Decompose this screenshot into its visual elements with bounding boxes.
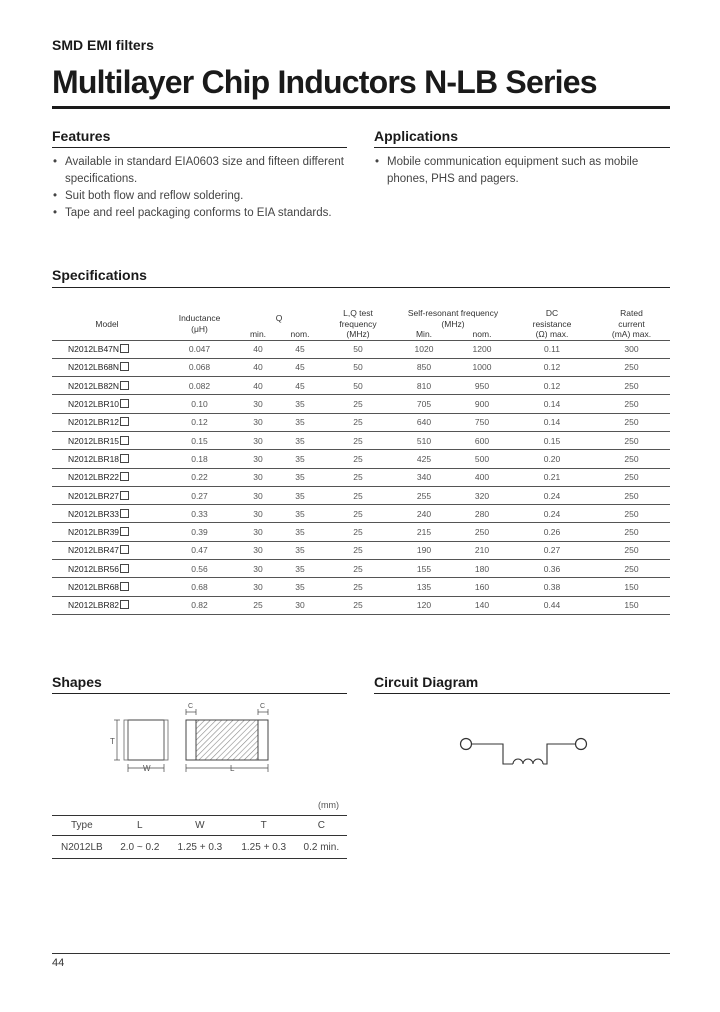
dims-header-cell: W (168, 816, 232, 836)
table-cell: 30 (237, 431, 279, 449)
suffix-box-icon (120, 362, 129, 371)
table-cell: 0.82 (162, 596, 237, 614)
side-view-terminal (164, 720, 168, 760)
table-row (52, 541, 670, 559)
col-rated-cur: current (618, 318, 645, 329)
label-l: L (230, 764, 235, 773)
label-c-left: C (188, 703, 194, 710)
table-row (52, 340, 670, 358)
table-cell: 215 (395, 523, 453, 541)
table-cell: 250 (593, 395, 670, 413)
table-cell: 30 (237, 468, 279, 486)
table-cell: 250 (593, 505, 670, 523)
terminal-left-icon (461, 739, 472, 750)
suffix-box-icon (120, 381, 129, 390)
model-cell: N2012LBR82 (52, 596, 162, 614)
specifications-table (52, 308, 670, 615)
table-cell: 0.33 (162, 505, 237, 523)
table-cell: 950 (453, 377, 511, 395)
table-cell: 40 (237, 377, 279, 395)
suffix-box-icon (120, 545, 129, 554)
table-cell: 500 (453, 450, 511, 468)
table-cell: 30 (237, 560, 279, 578)
model-cell: N2012LB82N (52, 377, 162, 395)
table-cell: 0.10 (162, 395, 237, 413)
table-cell: 30 (237, 523, 279, 541)
dimension-unit: (mm) (318, 800, 339, 810)
suffix-box-icon (120, 491, 129, 500)
shapes-heading: Shapes (52, 674, 102, 690)
model-cell: N2012LBR39 (52, 523, 162, 541)
table-cell: 35 (279, 395, 321, 413)
table-row (52, 560, 670, 578)
table-cell: 25 (321, 560, 395, 578)
table-cell: 0.39 (162, 523, 237, 541)
features-list (52, 154, 357, 222)
table-cell: 280 (453, 505, 511, 523)
model-cell: N2012LBR56 (52, 560, 162, 578)
side-view-outline (128, 720, 164, 760)
table-cell: 0.26 (511, 523, 593, 541)
col-lq-unit: (MHz) (346, 329, 370, 339)
suffix-box-icon (120, 509, 129, 518)
circuit-diagram (455, 733, 595, 778)
table-cell: 120 (395, 596, 453, 614)
table-cell: 0.24 (511, 486, 593, 504)
label-w: W (143, 764, 151, 773)
table-cell: 0.47 (162, 541, 237, 559)
table-cell: 150 (593, 578, 670, 596)
table-cell: 0.068 (162, 358, 237, 376)
table-cell: 0.38 (511, 578, 593, 596)
model-cell: N2012LBR18 (52, 450, 162, 468)
table-cell: 320 (453, 486, 511, 504)
table-cell: 35 (279, 431, 321, 449)
application-item: • Mobile communication equipment such as mobile phones, PHS and pagers. (374, 154, 674, 188)
table-cell: 40 (237, 340, 279, 358)
table-row (52, 578, 670, 596)
table-cell: 240 (395, 505, 453, 523)
table-cell: 25 (321, 578, 395, 596)
page-number: 44 (52, 957, 65, 969)
suffix-box-icon (120, 436, 129, 445)
table-cell: 0.20 (511, 450, 593, 468)
table-cell: 600 (453, 431, 511, 449)
footer-rule (52, 953, 670, 954)
col-srf-unit: (MHz) (441, 318, 465, 329)
table-cell: 250 (593, 486, 670, 504)
table-cell: 35 (279, 486, 321, 504)
table-cell: 30 (237, 541, 279, 559)
table-cell: 640 (395, 413, 453, 431)
table-row (52, 413, 670, 431)
table-cell: 340 (395, 468, 453, 486)
table-cell: 0.27 (162, 486, 237, 504)
feature-item: • Tape and reel packaging conforms to EIA standards. (52, 205, 357, 222)
dims-cell: 1.25 + 0.3 (168, 836, 232, 859)
feature-item: • Suit both flow and reflow soldering. (52, 188, 357, 205)
label-c-right: C (260, 703, 266, 710)
table-cell: 0.15 (511, 431, 593, 449)
col-dc: DC (545, 308, 559, 318)
table-cell: 0.21 (511, 468, 593, 486)
label-t: T (110, 737, 115, 746)
suffix-box-icon (120, 527, 129, 536)
table-cell: 400 (453, 468, 511, 486)
table-cell: 50 (321, 340, 395, 358)
table-cell: 1000 (453, 358, 511, 376)
table-cell: 30 (237, 486, 279, 504)
page-title: Multilayer Chip Inductors N-LB Series (52, 64, 597, 100)
table-cell: 0.12 (511, 377, 593, 395)
model-cell: N2012LBR22 (52, 468, 162, 486)
table-cell: 250 (593, 541, 670, 559)
dims-cell: N2012LB (52, 836, 112, 859)
table-cell: 25 (321, 413, 395, 431)
table-cell: 25 (321, 486, 395, 504)
table-cell: 30 (279, 596, 321, 614)
col-srf-nom: nom. (472, 329, 492, 339)
col-lq-freq: frequency (339, 318, 377, 329)
table-cell: 810 (395, 377, 453, 395)
table-row (52, 523, 670, 541)
table-cell: 35 (279, 578, 321, 596)
table-cell: 255 (395, 486, 453, 504)
feature-item: • Available in standard EIA0603 size and fifteen different specifications. (52, 154, 357, 188)
col-rated: Rated (620, 308, 643, 318)
table-cell: 45 (279, 340, 321, 358)
table-cell: 140 (453, 596, 511, 614)
dims-header-cell: C (296, 816, 347, 836)
table-row (52, 431, 670, 449)
table-cell: 850 (395, 358, 453, 376)
table-cell: 425 (395, 450, 453, 468)
table-cell: 0.082 (162, 377, 237, 395)
col-q-nom: nom. (290, 329, 310, 339)
table-cell: 705 (395, 395, 453, 413)
table-row (52, 377, 670, 395)
col-q-min: min. (249, 329, 267, 339)
dims-header-cell: Type (52, 816, 112, 836)
applications-list (374, 154, 674, 188)
table-cell: 0.12 (162, 413, 237, 431)
table-cell: 0.14 (511, 395, 593, 413)
table-cell: 250 (593, 413, 670, 431)
table-cell: 0.36 (511, 560, 593, 578)
table-cell: 1200 (453, 340, 511, 358)
suffix-box-icon (120, 582, 129, 591)
specifications-rule (52, 287, 670, 288)
table-cell: 0.27 (511, 541, 593, 559)
table-cell: 25 (321, 395, 395, 413)
suffix-box-icon (120, 600, 129, 609)
table-cell: 155 (395, 560, 453, 578)
table-cell: 250 (593, 377, 670, 395)
table-cell: 40 (237, 358, 279, 376)
table-row (52, 468, 670, 486)
dims-header-cell: T (232, 816, 296, 836)
col-inductance: Inductance (μH) (178, 313, 221, 334)
table-cell: 250 (593, 468, 670, 486)
table-cell: 300 (593, 340, 670, 358)
features-heading: Features (52, 128, 111, 144)
table-row (52, 450, 670, 468)
col-rated-max: (mA) max. (611, 329, 652, 339)
table-cell: 45 (279, 358, 321, 376)
table-cell: 0.047 (162, 340, 237, 358)
top-view-terminal-left (186, 720, 196, 760)
table-row (52, 486, 670, 504)
top-view-terminal-right (258, 720, 268, 760)
table-cell: 35 (279, 560, 321, 578)
table-cell: 25 (321, 450, 395, 468)
col-srf-min: Min. (415, 329, 433, 339)
table-cell: 45 (279, 377, 321, 395)
table-cell: 190 (395, 541, 453, 559)
table-cell: 30 (237, 395, 279, 413)
table-cell: 510 (395, 431, 453, 449)
chip-dimension-drawing (100, 700, 290, 790)
model-cell: N2012LBR12 (52, 413, 162, 431)
col-srf: Self-resonant frequency (407, 308, 499, 318)
table-row (52, 395, 670, 413)
suffix-box-icon (120, 417, 129, 426)
table-cell: 250 (593, 450, 670, 468)
table-cell: 150 (593, 596, 670, 614)
table-row (52, 358, 670, 376)
table-cell: 0.15 (162, 431, 237, 449)
table-cell: 0.44 (511, 596, 593, 614)
table-cell: 250 (593, 358, 670, 376)
table-cell: 35 (279, 541, 321, 559)
suffix-box-icon (120, 472, 129, 481)
table-cell: 0.12 (511, 358, 593, 376)
table-row (52, 505, 670, 523)
circuit-heading: Circuit Diagram (374, 674, 479, 690)
table-cell: 30 (237, 578, 279, 596)
dimensions-table (52, 815, 347, 859)
table-cell: 210 (453, 541, 511, 559)
table-cell: 25 (321, 505, 395, 523)
applications-rule (374, 147, 670, 148)
suffix-box-icon (120, 454, 129, 463)
table-row (52, 596, 670, 614)
top-view-body (186, 720, 268, 760)
table-cell: 30 (237, 450, 279, 468)
table-cell: 900 (453, 395, 511, 413)
inductor-coil-icon (513, 759, 543, 764)
dims-cell: 2.0 ~ 0.2 (112, 836, 168, 859)
table-cell: 250 (593, 523, 670, 541)
table-cell: 250 (593, 431, 670, 449)
model-cell: N2012LBR27 (52, 486, 162, 504)
model-cell: N2012LBR68 (52, 578, 162, 596)
suffix-box-icon (120, 564, 129, 573)
col-q: Q (275, 313, 283, 324)
table-cell: 0.18 (162, 450, 237, 468)
dims-cell: 1.25 + 0.3 (232, 836, 296, 859)
table-cell: 250 (453, 523, 511, 541)
table-cell: 35 (279, 505, 321, 523)
title-rule (52, 106, 670, 109)
specifications-heading: Specifications (52, 267, 147, 283)
suffix-box-icon (120, 399, 129, 408)
table-cell: 25 (321, 468, 395, 486)
table-cell: 180 (453, 560, 511, 578)
table-cell: 30 (237, 505, 279, 523)
table-cell: 0.24 (511, 505, 593, 523)
col-lq-test: L,Q test (343, 308, 373, 318)
table-cell: 30 (237, 413, 279, 431)
table-cell: 1020 (395, 340, 453, 358)
table-cell: 50 (321, 377, 395, 395)
table-cell: 0.56 (162, 560, 237, 578)
table-cell: 0.22 (162, 468, 237, 486)
col-dc-max: (Ω) max. (535, 329, 569, 339)
table-cell: 35 (279, 523, 321, 541)
shapes-rule (52, 693, 347, 694)
table-cell: 750 (453, 413, 511, 431)
side-view-terminal (124, 720, 128, 760)
applications-heading: Applications (374, 128, 459, 144)
table-cell: 35 (279, 413, 321, 431)
model-cell: N2012LB68N (52, 358, 162, 376)
table-cell: 250 (593, 560, 670, 578)
model-cell: N2012LBR47 (52, 541, 162, 559)
circuit-rule (374, 693, 670, 694)
table-cell: 35 (279, 450, 321, 468)
table-cell: 0.14 (511, 413, 593, 431)
model-cell: N2012LBR15 (52, 431, 162, 449)
table-cell: 160 (453, 578, 511, 596)
table-cell: 0.11 (511, 340, 593, 358)
category-label: SMD EMI filters (52, 37, 154, 53)
table-cell: 0.68 (162, 578, 237, 596)
suffix-box-icon (120, 344, 129, 353)
model-cell: N2012LB47N (52, 340, 162, 358)
col-model: Model (95, 318, 119, 329)
col-dc-res: resistance (532, 318, 572, 329)
table-cell: 25 (321, 523, 395, 541)
dims-cell: 0.2 min. (296, 836, 347, 859)
table-cell: 25 (321, 541, 395, 559)
table-row (52, 836, 347, 859)
table-cell: 25 (321, 431, 395, 449)
table-cell: 35 (279, 468, 321, 486)
table-cell: 135 (395, 578, 453, 596)
table-cell: 25 (237, 596, 279, 614)
model-cell: N2012LBR10 (52, 395, 162, 413)
model-cell: N2012LBR33 (52, 505, 162, 523)
dims-header-cell: L (112, 816, 168, 836)
terminal-right-icon (576, 739, 587, 750)
table-cell: 50 (321, 358, 395, 376)
features-rule (52, 147, 347, 148)
table-cell: 25 (321, 596, 395, 614)
